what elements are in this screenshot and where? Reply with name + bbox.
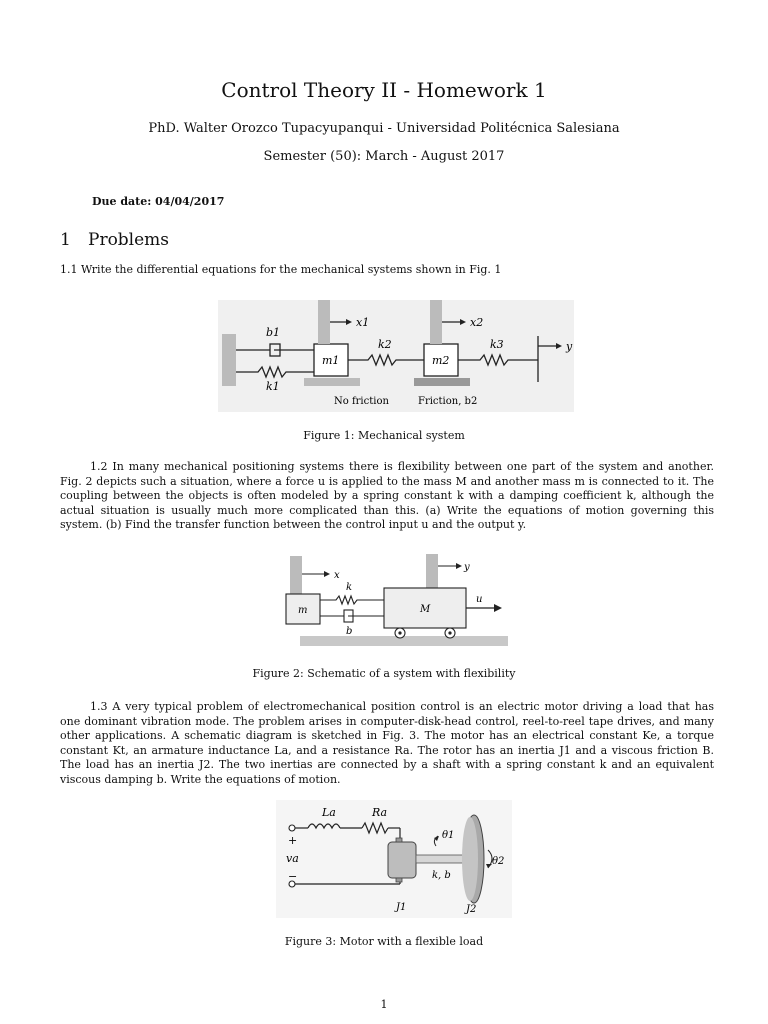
post-x1 [318,300,330,344]
post-x2 [430,300,442,344]
figure-1-caption: Figure 1: Mechanical system [303,429,465,442]
document-title: Control Theory II - Homework 1 [221,78,547,102]
label-u: u [476,594,483,605]
ground-m2 [414,378,470,386]
section-number: 1 [60,230,71,250]
label-m: m [298,605,308,616]
label-b1: b1 [266,326,281,339]
label-y: y [566,340,573,353]
label-kb: k, b [432,870,451,881]
figure-3-caption: Figure 3: Motor with a flexible load [284,935,484,948]
spring-k [320,596,384,604]
label-y: y [464,562,470,573]
author-line: PhD. Walter Orozco Tupacyupanqui - Universidad Politécnica Salesiana [148,121,620,136]
label-theta2: θ2 [492,856,505,867]
due-date: Due date: 04/04/2017 [92,195,225,208]
label-Ra: Ra [372,806,388,819]
label-no-friction: No friction [334,396,389,407]
post-y [426,554,438,588]
figure-2-caption: Figure 2: Schematic of a system with flexibility [252,667,516,680]
label-minus: − [288,870,298,883]
label-J1: J1 [396,902,407,913]
label-x2: x2 [470,316,484,329]
label-J2: J2 [466,904,477,915]
section-heading [60,230,169,250]
label-plus: + [288,834,298,847]
problem-3-text: 1.3 A very typical problem of electromechanical position control is an electric motor driving a load that has one dominant vibration mode. The problem arises in computer-disk-head control, reel-to-reel tape drives, and many other applications. A schematic diagram is sketched in Fig. 3. The motor has an electrical constant Ke, a torque constant Kt, an armature inductance La, and a resistance Ra. The rotor has an inertia J1 and a viscous friction B. The load has an inertia J2. The two inertias are connected by a shaft with a spring constant k and an equivalent viscous damping b. Write the equations of motion. [60,700,714,786]
label-x1: x1 [356,316,370,329]
semester-line: Semester (50): March - August 2017 [263,149,505,164]
left-wall [222,334,236,386]
label-M: M [420,604,431,615]
label-theta1: θ1 [442,830,455,841]
label-k: k [346,582,353,593]
section-title: Problems [88,230,170,250]
figure-1-mechanical-system [218,300,574,412]
label-k2: k2 [378,338,392,351]
problem-1-text: 1.1 Write the differential equations for the mechanical systems shown in Fig. 1 [60,263,502,276]
ground-m1 [304,378,360,386]
ground [300,636,508,646]
label-x: x [334,570,340,581]
damper-b [320,610,384,622]
problem-2-text: 1.2 In many mechanical positioning systems there is flexibility between one part of the system and another. Fig. 2 depicts such a situation, where a force u is applied to the mass M and another mass m is connected to it. The coupling between the objects is often modeled by a spring constant k with a damping coefficient k, although the actual situation is usually much more complicated than this. (a) Write the equations of motion governing this system. (b) Find the transfer function between the control input u and the output y. [60,460,714,531]
label-m2: m2 [432,354,450,367]
post-x [290,556,302,594]
label-m1: m1 [322,354,340,367]
label-k3: k3 [490,338,504,351]
shaft [416,855,468,863]
label-La: La [322,806,336,819]
page-number: 1 [380,998,388,1011]
figure-3-motor-flexible-load [276,800,512,918]
figure-2-flexible-system [282,554,512,650]
label-va: va [286,852,299,865]
label-friction: Friction, b2 [418,396,478,407]
motor-rotor-J1 [388,842,416,878]
label-b: b [346,626,353,637]
label-k1: k1 [266,380,280,393]
